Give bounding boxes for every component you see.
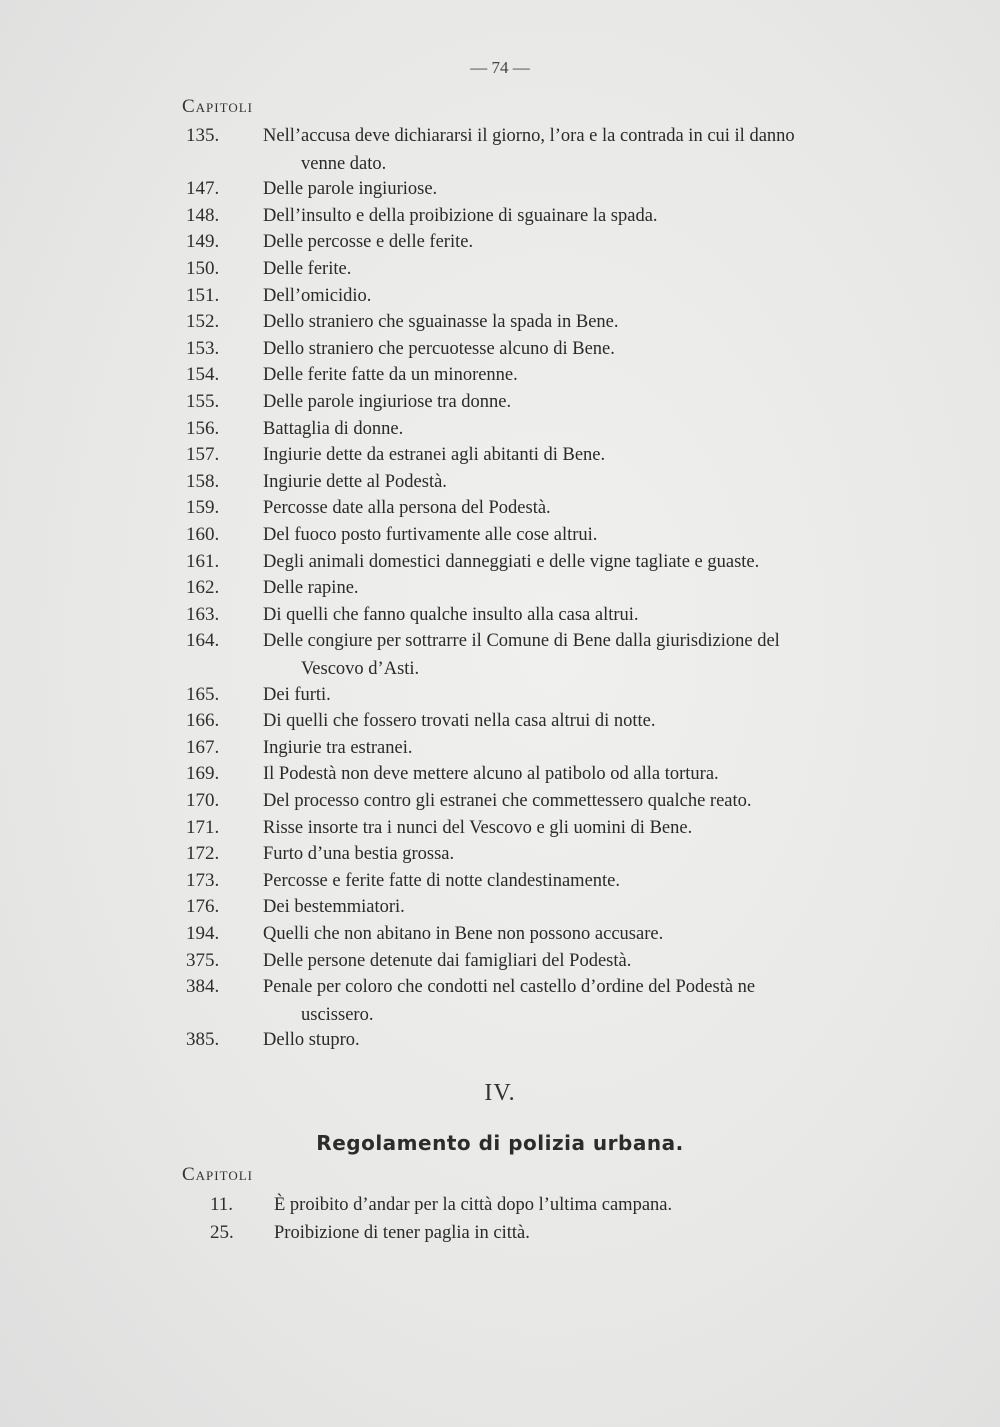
chapter-title xyxy=(274,1191,879,1219)
chapter-title-text: Del processo contro gli estranei che commettessero qualche reato. xyxy=(263,791,752,811)
chapter-number: 176. xyxy=(186,896,220,918)
chapter-title xyxy=(263,468,868,496)
chapter-number: 156. xyxy=(186,417,220,439)
chapter-title-continuation: Vescovo d’Asti. xyxy=(301,659,420,680)
chapter-title-text: Delle ferite. xyxy=(263,259,352,279)
chapter-title xyxy=(263,388,868,416)
chapter-title-text: Risse insorte tra i nunci del Vescovo e gli uomini di Bene. xyxy=(263,817,693,838)
chapter-title-text: Dei furti. xyxy=(263,684,331,705)
chapter-title-text: Dello stupro. xyxy=(263,1030,360,1051)
chapter-title-text: Dello straniero che percuotesse alcuno di Bene. xyxy=(263,338,615,359)
chapter-number: 194. xyxy=(186,923,220,944)
chapter-title-continuation: uscissero. xyxy=(301,1005,374,1026)
chapter-title-text: Delle rapine. xyxy=(263,578,359,599)
chapter-title xyxy=(263,202,868,230)
chapter-title xyxy=(263,494,868,522)
chapter-title-text: Delle parole ingiuriose. xyxy=(263,179,438,200)
chapter-title-text: Proibizione di tener paglia in città. xyxy=(274,1223,530,1243)
chapter-title-text: Dell’omicidio. xyxy=(263,285,372,306)
chapter-number: 152. xyxy=(186,311,220,333)
chapter-number: 385. xyxy=(186,1029,220,1051)
chapter-number: 170. xyxy=(186,790,220,811)
chapter-title xyxy=(263,122,868,178)
chapter-title xyxy=(263,601,868,629)
chapter-number: 164. xyxy=(186,630,220,652)
chapter-number: 162. xyxy=(186,577,220,599)
chapter-title xyxy=(263,282,868,310)
chapter-number: 165. xyxy=(186,683,220,705)
chapter-title xyxy=(274,1219,879,1247)
chapter-title xyxy=(263,840,868,868)
chapter-number: 172. xyxy=(186,843,220,865)
chapter-title xyxy=(263,175,868,203)
chapter-title xyxy=(263,814,868,842)
chapter-title-text: Dello straniero che sguainasse la spada in Bene. xyxy=(263,312,619,333)
chapter-title xyxy=(263,947,868,975)
chapter-number: 155. xyxy=(186,391,220,412)
chapter-title-text: Quelli che non abitano in Bene non possono accusare. xyxy=(263,924,664,944)
chapter-number: 25. xyxy=(210,1222,234,1243)
section-numeral: IV. xyxy=(484,1080,516,1106)
chapter-title-text: Del fuoco posto furtivamente alle cose altrui. xyxy=(263,525,598,545)
chapter-title-text: Percosse date alla persona del Podestà. xyxy=(263,498,551,519)
chapter-title xyxy=(263,867,868,895)
chapter-number: 171. xyxy=(186,816,220,838)
chapter-title-text: Delle ferite fatte da un minorenne. xyxy=(263,365,518,386)
chapter-number: 148. xyxy=(186,204,220,226)
chapter-title-text: Ingiurie dette al Podestà. xyxy=(263,471,447,492)
section-label-capitoli: Capitoli xyxy=(182,96,253,117)
chapter-title xyxy=(263,308,868,336)
chapter-number: 167. xyxy=(186,736,220,758)
chapter-title xyxy=(263,255,868,283)
chapter-title-text: Delle persone detenute dai famigliari del Podestà. xyxy=(263,950,632,971)
page-number: — 74 — xyxy=(470,58,530,77)
chapter-number: 154. xyxy=(186,364,220,386)
chapter-title-text: Ingiurie dette da estranei agli abitanti di Bene. xyxy=(263,445,606,466)
chapter-number: 375. xyxy=(186,949,220,971)
chapter-title-text: Penale per coloro che condotti nel castello d’ordine del Podestà ne xyxy=(263,977,756,998)
chapter-title-text: Delle congiure per sottrarre il Comune di Bene dalla giurisdizione del xyxy=(263,631,780,652)
chapter-title-text: Dell’insulto e della proibizione di sguainare la spada. xyxy=(263,205,658,226)
chapter-title-text: Nell’accusa deve dichiararsi il giorno, l’ora e la contrada in cui il danno xyxy=(263,126,795,146)
chapter-number: 153. xyxy=(186,337,220,359)
chapter-title xyxy=(263,1026,868,1054)
chapter-title xyxy=(263,920,868,948)
chapter-title-text: Il Podestà non deve mettere alcuno al patibolo od alla tortura. xyxy=(263,764,719,785)
chapter-title-text: È proibito d’andar per la città dopo l’ultima campana. xyxy=(274,1195,673,1215)
chapter-number: 11. xyxy=(210,1194,234,1215)
chapter-number: 159. xyxy=(186,497,220,519)
chapter-title xyxy=(263,681,868,709)
chapter-number: 158. xyxy=(186,470,220,492)
chapter-title xyxy=(263,707,868,735)
chapter-title xyxy=(263,574,868,602)
chapter-number: 150. xyxy=(186,258,220,279)
chapter-number: 160. xyxy=(186,524,220,545)
chapter-title xyxy=(263,521,868,549)
chapter-title xyxy=(263,734,868,762)
chapter-title xyxy=(263,441,868,469)
chapter-title xyxy=(263,335,868,363)
chapter-title-text: Degli animali domestici danneggiati e delle vigne tagliate e guaste. xyxy=(263,551,760,572)
chapter-title-text: Percosse e ferite fatte di notte clandestinamente. xyxy=(263,870,621,891)
chapter-number: 149. xyxy=(186,231,220,253)
chapter-title-text: Battaglia di donne. xyxy=(263,418,404,439)
chapter-title xyxy=(263,228,868,256)
chapter-number: 157. xyxy=(186,444,220,466)
chapter-title-text: Delle percosse e delle ferite. xyxy=(263,232,474,253)
chapter-title-continuation: venne dato. xyxy=(301,154,387,174)
chapter-title xyxy=(263,973,868,1029)
chapter-number: 166. xyxy=(186,710,220,732)
chapter-title xyxy=(263,548,868,576)
chapter-number: 163. xyxy=(186,603,220,625)
chapter-number: 147. xyxy=(186,178,220,200)
chapter-title xyxy=(263,415,868,443)
chapter-number: 384. xyxy=(186,976,220,998)
chapter-number: 151. xyxy=(186,284,220,306)
chapter-number: 169. xyxy=(186,763,220,785)
chapter-title xyxy=(263,893,868,921)
chapter-title-text: Dei bestemmiatori. xyxy=(263,897,405,918)
section-title: Regolamento di polizia urbana. xyxy=(316,1131,684,1155)
chapter-title-text: Di quelli che fossero trovati nella casa altrui di notte. xyxy=(263,711,656,732)
chapter-title xyxy=(263,760,868,788)
chapter-number: 161. xyxy=(186,550,220,572)
chapter-title xyxy=(263,627,868,683)
chapter-title-text: Ingiurie tra estranei. xyxy=(263,737,413,758)
chapter-number: 173. xyxy=(186,869,220,891)
chapter-number: 135. xyxy=(186,125,220,146)
chapter-title-text: Di quelli che fanno qualche insulto alla casa altrui. xyxy=(263,604,639,625)
section-label-capitoli-2: Capitoli xyxy=(182,1164,253,1185)
chapter-title xyxy=(263,361,868,389)
chapter-title-text: Furto d’una bestia grossa. xyxy=(263,844,455,865)
chapter-title xyxy=(263,787,868,815)
chapter-title-text: Delle parole ingiuriose tra donne. xyxy=(263,392,512,412)
